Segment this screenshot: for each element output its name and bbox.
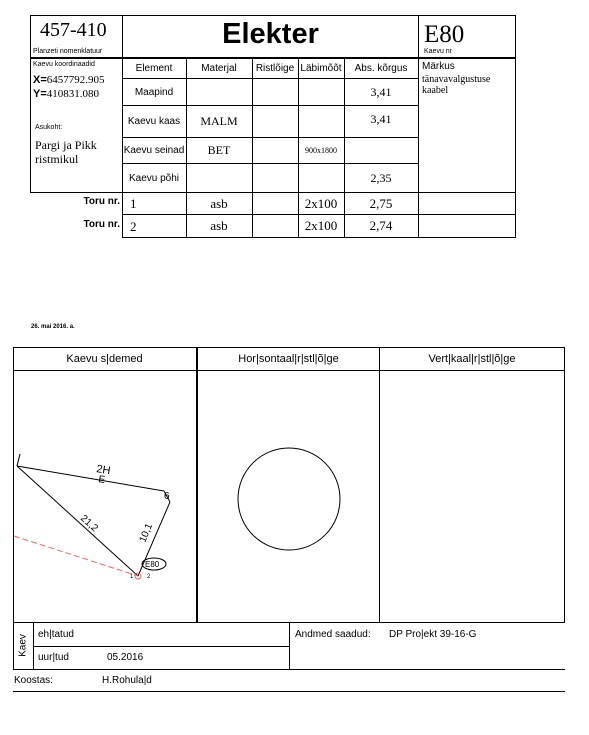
remarks-text: tänavavalgustuse kaabel [422,74,491,96]
horizontal-section [198,371,379,622]
coords-label: Kaevu koordinaadid [33,61,95,68]
pipe1-label: Toru nr. [83,196,120,207]
sketch-label-2h: 2H [95,463,112,478]
sketch-label-6: 6 [164,491,170,502]
footer-built-label: eh|tatud [38,629,74,640]
page-title: Elekter [222,18,319,50]
location-line2: ristmikul [35,152,79,166]
pipe1-material: asb [210,195,228,211]
sketch-line-top [17,466,164,491]
pipe2-material: asb [210,218,228,233]
document-date: 26. mai 2016. a. [31,324,75,330]
col-header-elevation: Abs. kõrgus [354,62,408,74]
row-material-kaas: MALM [200,114,238,128]
coord-y [33,88,99,100]
sketch-label-e80: E80 [145,560,160,569]
sketch-label-e: E [97,474,106,487]
row-elevation-maapind: 3,41 [370,84,392,99]
footer-author-value: H.Rohula|d [102,675,152,686]
sketch-line-left-tick [17,454,20,466]
pipe1-diameter: 2x100 [304,195,338,211]
coord-x-label: X= [33,74,47,86]
pipe1-number: 1 [130,196,137,211]
footer-surveyed-label: uur|tud [38,652,69,663]
row-element-kaas: Kaevu kaas [127,116,181,127]
location-line1: Pargi ja Pikk [35,138,97,152]
col-title-vertical: Vert|kaal|r|stl|õ|ge [428,353,516,365]
col-header-element: Element [135,62,173,74]
well-sketch [14,371,196,622]
footer-vertical-label: Kaev [17,634,29,657]
coord-y-value: 410831.080 [46,88,100,100]
col-header-diameter: Läbimõõt [300,62,342,74]
footer-source-value: DP Pro|ekt 39-16-G [389,629,477,640]
sketch-label-10-1: 10,1 [137,521,156,545]
row-element-pohi: Kaevu põhi [128,172,180,184]
sketch-line-diagonal [17,466,138,576]
pipe1-elevation: 2,75 [369,195,393,211]
coord-x-value: 6457792.905 [46,74,105,86]
nomenclature-value: 457-410 [40,19,107,41]
coord-x [33,74,105,86]
footer-author-label: Koostas: [14,675,53,686]
row-diameter-seinad: 900x1800 [305,146,337,155]
pipe2-diameter: 2x100 [304,218,338,233]
sketch-label-21-2: 21,2 [77,513,100,535]
pipe2-label: Toru nr. [83,219,120,230]
well-number: E80 [424,21,465,48]
col-title-horizontal: Hor|sontaal|r|stl|õ|ge [238,353,339,365]
remarks-header: Märkus [422,61,455,72]
pipe2-number: 2 [130,219,137,234]
row-element-seinad: Kaevu seinad [123,145,185,156]
col-header-material: Materjal [201,62,237,74]
location-label: Asukoht: [35,124,63,131]
footer-source-label: Andmed saadud: [295,629,371,640]
sketch-red-line [14,536,138,576]
row-element-maapind: Maapind [134,86,174,98]
sketch-label-2: 2 [147,574,151,580]
sketch-label-1: 1 [130,574,134,580]
footer-surveyed-value: 05.2016 [107,652,144,663]
col-title-sketch: Kaevu s|demed [66,353,143,365]
well-circle [238,448,340,550]
coord-y-label: Y= [33,88,47,100]
row-material-seinad: BET [207,143,231,157]
well-number-label: Kaevu nr [424,48,453,55]
nomenclature-label: Planzeti nomenklatuur [33,48,103,55]
row-elevation-pohi: 2,35 [370,170,392,185]
pipe2-elevation: 2,74 [369,218,393,233]
col-header-cross: Ristlõige [255,62,295,74]
row-elevation-kaas: 3,41 [370,112,392,126]
